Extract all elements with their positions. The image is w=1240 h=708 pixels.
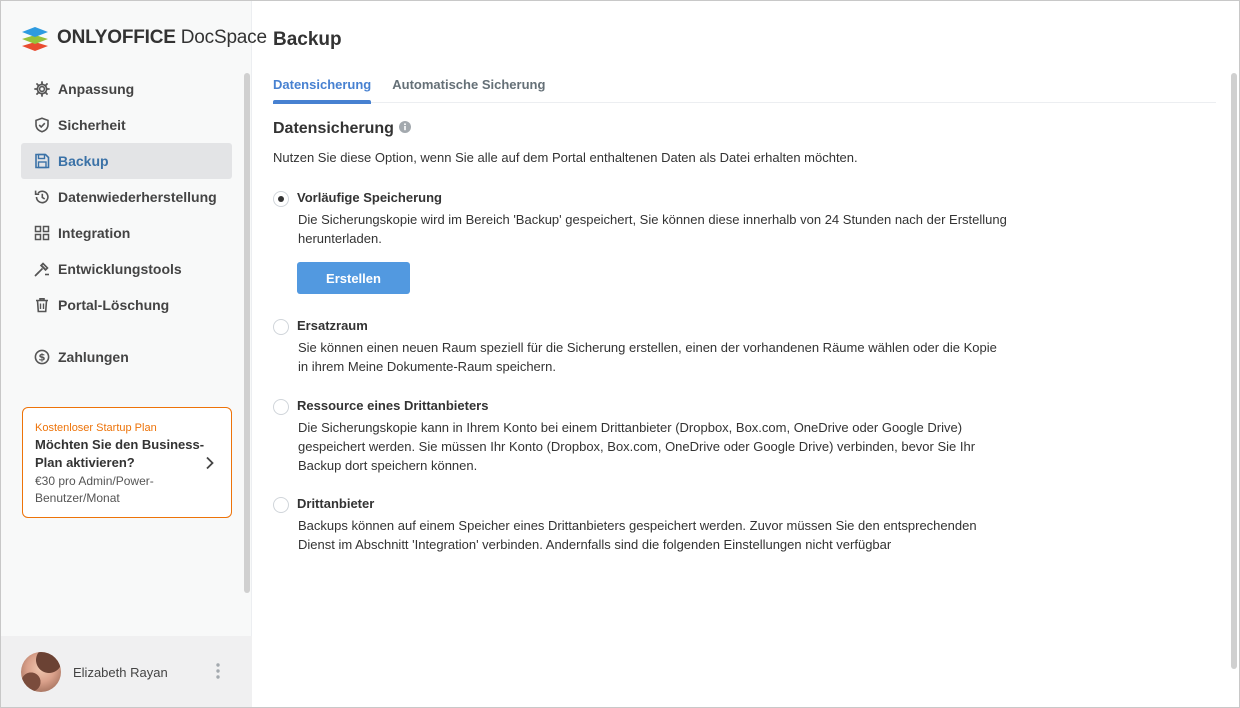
section-description: Nutzen Sie diese Option, wenn Sie alle auf dem Portal enthaltenen Daten als Datei erhalten möchten.: [273, 150, 858, 165]
promo-banner[interactable]: [22, 407, 232, 518]
avatar[interactable]: [21, 652, 61, 692]
sidebar-item-label: Zahlungen: [58, 349, 129, 365]
user-panel: [1, 636, 252, 708]
logo[interactable]: [21, 24, 267, 52]
option-title[interactable]: Ersatzraum: [297, 318, 368, 333]
main-scrollbar[interactable]: [1231, 73, 1237, 669]
option-description: Die Sicherungskopie wird im Bereich 'Backup' gespeichert, Sie können diese innerhalb von 24 Stunden nach der Erstellung herunterladen.: [298, 212, 1007, 246]
radio-third-party-storage[interactable]: [273, 497, 289, 513]
more-vertical-icon[interactable]: [215, 662, 221, 685]
sidebar-item-label: Backup: [58, 153, 109, 169]
onlyoffice-logo-icon: [21, 25, 49, 52]
radio-backup-room[interactable]: [273, 319, 289, 335]
promo-title: Möchten Sie den Business-Plan aktivieren?: [35, 437, 205, 470]
option-temporary-storage: [273, 190, 1013, 250]
option-third-party-resource: [273, 398, 1013, 478]
tab-automatische-sicherung[interactable]: Automatische Sicherung: [392, 77, 546, 92]
chevron-right-icon[interactable]: [205, 456, 215, 475]
main-content: [253, 1, 1239, 707]
shield-icon: [33, 117, 50, 134]
radio-temporary-storage[interactable]: [273, 191, 289, 207]
option-description: Backups können auf einem Speicher eines Drittanbieters gespeichert werden. Zuvor müssen Sie den entsprechenden Dienst im Abschnitt 'Integration' verbinden. Andernfalls sind die folgenden Einstellungen nicht verfügbar: [298, 518, 977, 552]
option-description: Sie können einen neuen Raum speziell für die Sicherung erstellen, einen der vorhandenen Räume wählen oder die Kopie in ihrem Meine Dokumente-Raum speichern.: [298, 340, 997, 374]
sidebar-item-label: Anpassung: [58, 81, 135, 97]
tab-datensicherung[interactable]: Datensicherung: [273, 73, 371, 103]
section-title-text: Datensicherung: [273, 120, 394, 137]
option-description: Die Sicherungskopie kann in Ihrem Konto bei einem Drittanbieter (Dropbox, Box.com, OneDrive oder Google Drive) gespeichert werden. Sie müssen Ihr Konto (Dropbox, Box.com, OneDrive oder Google Drive) verbinden, bevor Sie Ihr Backup dort speichern können.: [298, 420, 976, 473]
restore-icon: [33, 189, 50, 206]
sidebar: [1, 1, 267, 707]
page-title: Backup: [273, 29, 342, 50]
sidebar-scrollbar[interactable]: [244, 73, 250, 593]
svg-text:$: $: [38, 352, 45, 364]
option-title[interactable]: Drittanbieter: [297, 496, 375, 511]
sidebar-item-label: Entwicklungstools: [58, 261, 182, 277]
floppy-icon: [33, 153, 50, 170]
user-name: Elizabeth Rayan: [73, 664, 168, 680]
sidebar-item-label: Integration: [58, 225, 131, 241]
settings-nav: [21, 71, 232, 375]
sidebar-item-portal-loeschung[interactable]: [21, 287, 232, 323]
sidebar-item-entwicklungstools[interactable]: [21, 251, 232, 287]
tab-bar: [273, 73, 1216, 103]
sidebar-item-zahlungen[interactable]: [21, 339, 232, 375]
sidebar-item-label: Sicherheit: [58, 117, 126, 133]
promo-price: €30 pro Admin/Power-Benutzer/Monat: [35, 474, 154, 505]
sidebar-item-datenwiederherstellung[interactable]: [21, 179, 232, 215]
sidebar-item-anpassung[interactable]: [21, 71, 232, 107]
nav-spacer: [21, 323, 232, 339]
brand-name: ONLYOFFICE DocSpace: [57, 27, 267, 48]
sidebar-item-sicherheit[interactable]: [21, 107, 232, 143]
sidebar-item-backup[interactable]: [21, 143, 232, 179]
section-title: [273, 120, 411, 138]
sidebar-item-label: Datenwiederherstellung: [58, 189, 217, 205]
dollar-icon: [33, 349, 50, 366]
radio-third-party-resource[interactable]: [273, 399, 289, 415]
sidebar-item-label: Portal-Löschung: [58, 297, 170, 313]
info-icon[interactable]: [399, 120, 411, 138]
option-title[interactable]: Ressource eines Drittanbieters: [297, 398, 489, 413]
sidebar-item-integration[interactable]: [21, 215, 232, 251]
option-third-party-storage: [273, 496, 1013, 576]
create-backup-button[interactable]: Erstellen: [297, 262, 410, 294]
dev-tools-icon: [33, 261, 50, 278]
option-title[interactable]: Vorläufige Speicherung: [297, 190, 442, 205]
promo-tag: Kostenloser Startup Plan: [35, 422, 157, 434]
gear-icon: [33, 81, 50, 98]
option-backup-room: [273, 318, 1013, 378]
trash-icon: [33, 297, 50, 314]
grid-icon: [33, 225, 50, 242]
